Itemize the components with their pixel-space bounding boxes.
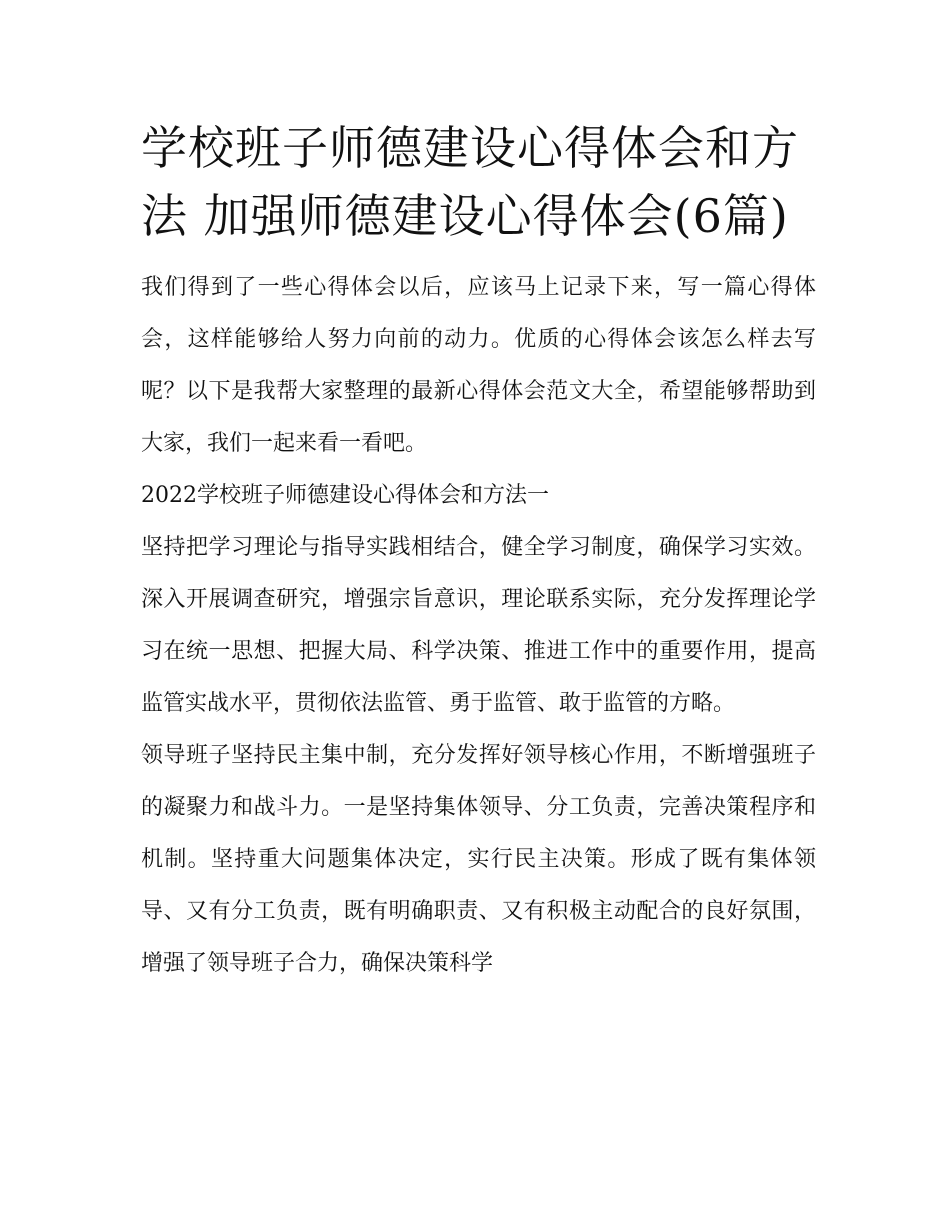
document-title: 学校班子师德建设心得体会和方法 加强师德建设心得体会(6篇): [141, 121, 799, 243]
body-paragraph-1: 坚持把学习理论与指导实践相结合，健全学习制度，确保学习实效。深入开展调查研究，增强宗旨意识，理论联系实际，充分发挥理论学习在统一思想、把握大局、科学决策、推进工作中的重要作用，提高监管实战水平，贯彻依法监管、勇于监管、敢于监管的方略。: [141, 535, 816, 716]
body-paragraph-2: 领导班子坚持民主集中制，充分发挥好领导核心作用，不断增强班子的凝聚力和战斗力。一是坚持集体领导、分工负责，完善决策程序和机制。坚持重大问题集体决定，实行民主决策。形成了既有集体领导、又有分工负责，既有明确职责、又有积极主动配合的良好氛围，增强了领导班子合力，确保决策科学: [141, 743, 816, 976]
intro-paragraph: 我们得到了一些心得体会以后，应该马上记录下来，写一篇心得体会，这样能够给人努力向前的动力。优质的心得体会该怎么样去写呢？以下是我帮大家整理的最新心得体会范文大全，希望能够帮助到大家，我们一起来看一看吧。: [141, 275, 816, 456]
document-body: [141, 114, 816, 990]
section-heading: 2022学校班子师德建设心得体会和方法一: [141, 483, 549, 508]
